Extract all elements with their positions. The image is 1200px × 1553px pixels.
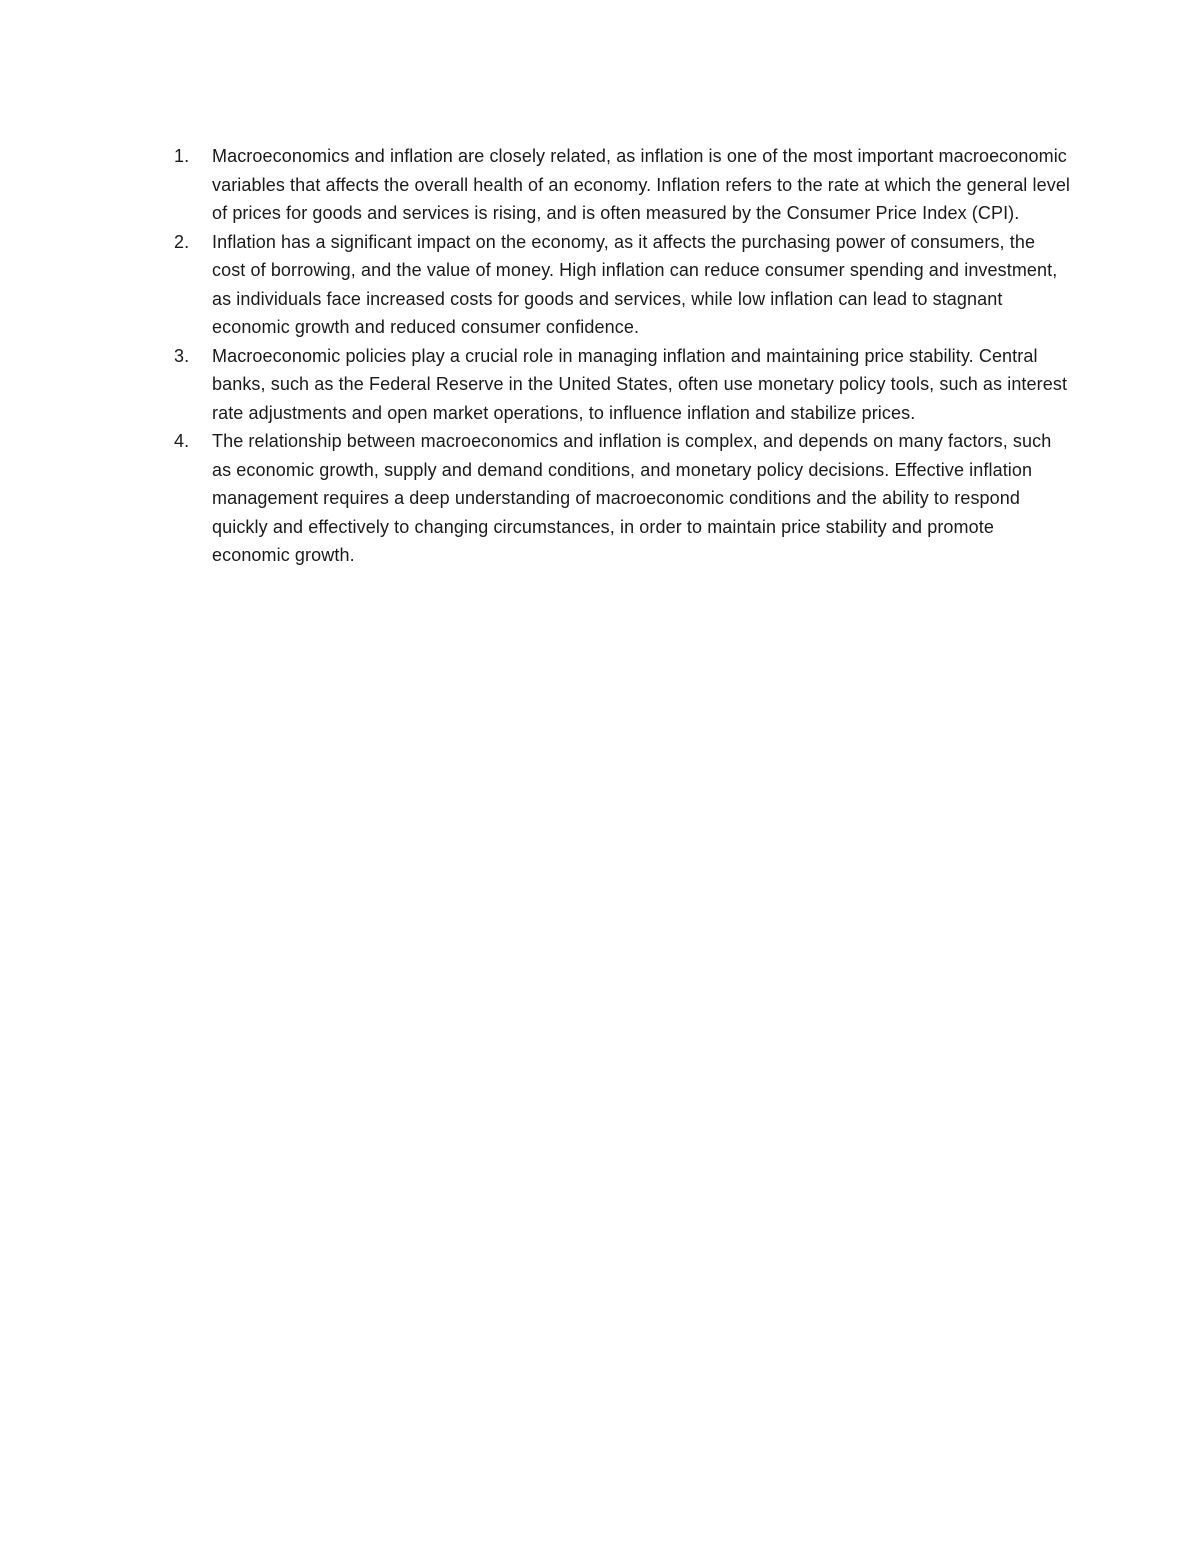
list-item-text: The relationship between macroeconomics and inflation is complex, and depends on many factors, such as economic growth, supply and demand conditions, and monetary policy decisions. Effective inflation management requires a deep understanding of macroeconomic conditions and the ability to respond quickly and effectively to changing circumstances, in order to maintain price stability and promote economic growth. [212,431,1052,565]
list-item-text: Macroeconomic policies play a crucial role in managing inflation and maintaining price stability. Central banks, such as the Federal Reserve in the United States, often use monetary policy tools, such as interest rate adjustments and open market operations, to influence inflation and stabilize prices. [212,345,1068,423]
list-item-text: Macroeconomics and inflation are closely related, as inflation is one of the most important macroeconomic variables that affects the overall health of an economy. Inflation refers to the rate at which the general level of prices for goods and services is rising, and is often measured by the Consumer Price Index (CPI). [212,146,1071,223]
list-number: 2. [174,231,190,252]
list-number: 4. [174,431,190,451]
list-item [172,142,1072,228]
list-item [172,342,1072,428]
list-number: 3. [174,345,190,366]
list-item [172,427,1072,570]
numbered-list [172,142,1072,570]
list-number: 1. [174,146,190,166]
list-item-text: Inflation has a significant impact on the economy, as it affects the purchasing power of consumers, the cost of borrowing, and the value of money. High inflation can reduce consumer spending and investment, as individuals face increased costs for goods and services, while low inflation can lead to stagnant economic growth and reduced consumer confidence. [212,231,1058,337]
list-item [172,228,1072,342]
